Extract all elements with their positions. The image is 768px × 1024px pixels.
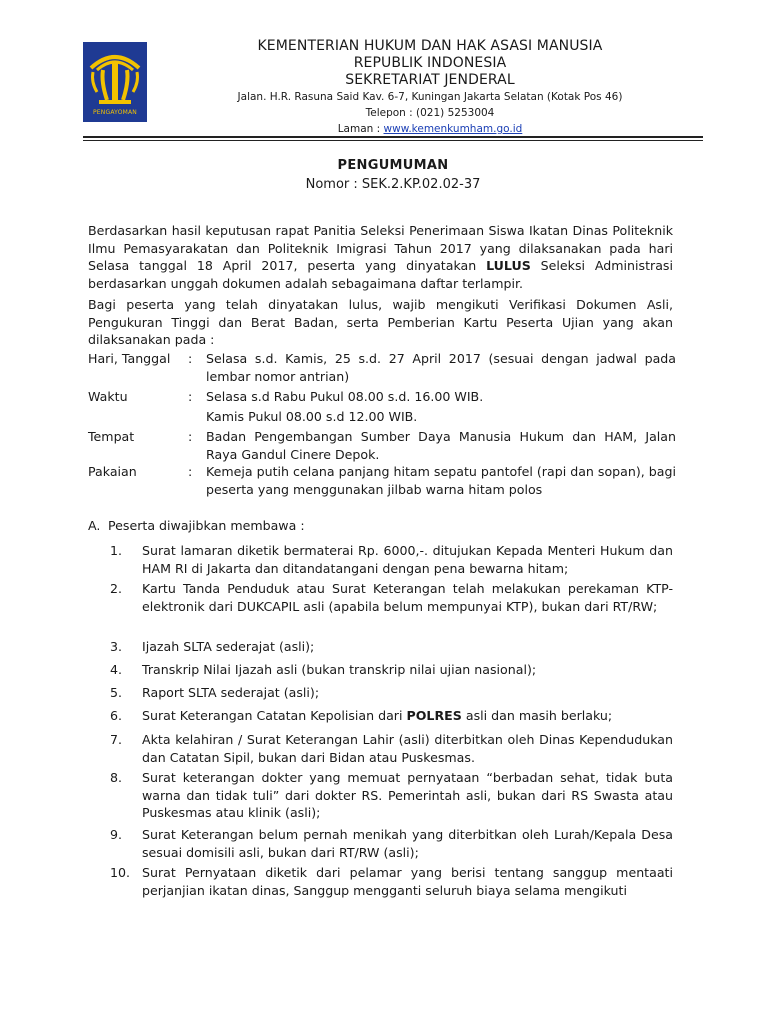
list-text: Surat Keterangan belum pernah menikah yang diterbitkan oleh Lurah/Kepala Desa sesuai domisili asli, bukan dari RT/RW (asli); [142,827,673,860]
list-number: 8. [110,770,123,785]
phone: Telepon : (021) 5253004 [365,107,495,119]
list-text [142,707,673,725]
website-link[interactable]: www.kemenkumham.go.id [383,123,523,135]
website-label: Laman : [337,123,384,135]
intro-bold-lulus: LULUS [486,258,531,273]
list-text: Kartu Tanda Penduduk atau Surat Keterangan telah melakukan perekaman KTP-elektronik dari DUKCAPIL asli (apabila belum mempunyai KTP), bukan dari RT/RW; [142,581,673,614]
list-text-bold: POLRES [406,708,462,723]
schedule-label: Hari, Tanggal [88,351,171,366]
schedule-value: Selasa s.d. Kamis, 25 s.d. 27 April 2017 (sesuai dengan jadwal pada lembar nomor antrian) [206,351,676,384]
schedule-value: Kemeja putih celana panjang hitam sepatu pantofel (rapi dan sopan), bagi peserta yang menggunakan jilbab warna hitam polos [206,464,676,497]
list-number: 5. [110,685,123,700]
schedule-colon: : [188,464,193,479]
announcement-heading: PENGUMUMAN [337,158,449,173]
intro-text-start: Berdasarkan hasil keputusan rapat Panitia Seleksi Penerimaan Siswa Ikatan Dinas Politeknik Ilmu Pemasyarakatan dan Politeknik Imigrasi Tahun 2017 yang dilaksanakan pada hari Selasa tanggal 18 April 2017, peserta yang dinyatakan [88,223,673,273]
announcement-title [83,156,703,194]
schedule-label: Tempat [88,429,135,444]
paragraph-instructions: Bagi peserta yang telah dinyatakan lulus, wajib mengikuti Verifikasi Dokumen Asli, Pengukuran Tinggi dan Berat Badan, serta Pemberian Kartu Peserta Ujian yang akan dilaksanakan pada : [88,297,673,347]
list-text: Raport SLTA sederajat (asli); [142,685,320,700]
list-number: 9. [110,827,123,842]
schedule-value: Selasa s.d Rabu Pukul 08.00 s.d. 16.00 WIB. [206,389,484,404]
schedule-value: Kamis Pukul 08.00 s.d 12.00 WIB. [206,409,418,424]
schedule-colon: : [188,429,193,444]
list-text: Ijazah SLTA sederajat (asli); [142,639,315,654]
schedule-colon: : [188,351,193,366]
letterhead [200,38,660,137]
list-number: 3. [110,639,123,654]
schedule-colon: : [188,389,193,404]
list-number: 2. [110,581,123,596]
letterhead-rule-thick [83,136,703,138]
list-number: 7. [110,732,123,747]
list-text: Akta kelahiran / Surat Keterangan Lahir (asli) diterbitkan oleh Dinas Kependudukan dan Catatan Sipil, bukan dari Bidan atau Puskesmas. [142,732,673,765]
list-text-end: asli dan masih berlaku; [461,708,613,723]
letterhead-rule-thin [83,140,703,141]
list-text: Transkrip Nilai Ijazah asli (bukan transkrip nilai ujian nasional); [142,662,537,677]
list-text-start: Surat Keterangan Catatan Kepolisian dari [142,708,407,723]
announcement-number: Nomor : SEK.2.KP.02.02-37 [305,177,481,192]
list-text: Surat lamaran diketik bermaterai Rp. 6000,-. ditujukan Kepada Menteri Hukum dan HAM RI di Jakarta dan ditandatangani dengan pena bewarna hitam; [142,543,673,576]
country-name: REPUBLIK INDONESIA [353,55,507,71]
list-text: Surat keterangan dokter yang memuat pernyataan “berbadan sehat, tidak buta warna dan tidak tuli” dari dokter RS. Pemerintah asli, bukan dari RS Swasta atau Puskesmas atau klinik (asli); [142,770,673,820]
website-line [200,121,660,137]
list-text: Surat Pernyataan diketik dari pelamar yang berisi tentang sanggup mentaati perjanjian ikatan dinas, Sanggup mengganti seluruh biaya selama mengikuti [142,865,673,898]
list-number: 4. [110,662,123,677]
section-letter: A. [88,518,101,533]
secretariat-name: SEKRETARIAT JENDERAL [345,72,515,88]
section-a-heading [88,517,305,535]
schedule-label: Waktu [88,389,128,404]
list-number: 10. [110,865,131,880]
ministry-name: KEMENTERIAN HUKUM DAN HAK ASASI MANUSIA [257,38,603,54]
logo-caption: PENGAYOMAN [92,109,137,116]
address: Jalan. H.R. Rasuna Said Kav. 6-7, Kuningan Jakarta Selatan (Kotak Pos 46) [237,91,623,103]
intro-text-end: Seleksi Administrasi berdasarkan unggah dokumen adalah sebagaimana daftar terlampir. [88,258,673,291]
schedule-label: Pakaian [88,464,137,479]
list-number: 1. [110,543,123,558]
list-number: 6. [110,708,123,723]
ministry-logo [83,42,147,122]
schedule-value: Badan Pengembangan Sumber Daya Manusia Hukum dan HAM, Jalan Raya Gandul Cinere Depok. [206,429,676,462]
section-title: Peserta diwajibkan membawa : [108,518,305,533]
paragraph-intro [88,222,673,292]
